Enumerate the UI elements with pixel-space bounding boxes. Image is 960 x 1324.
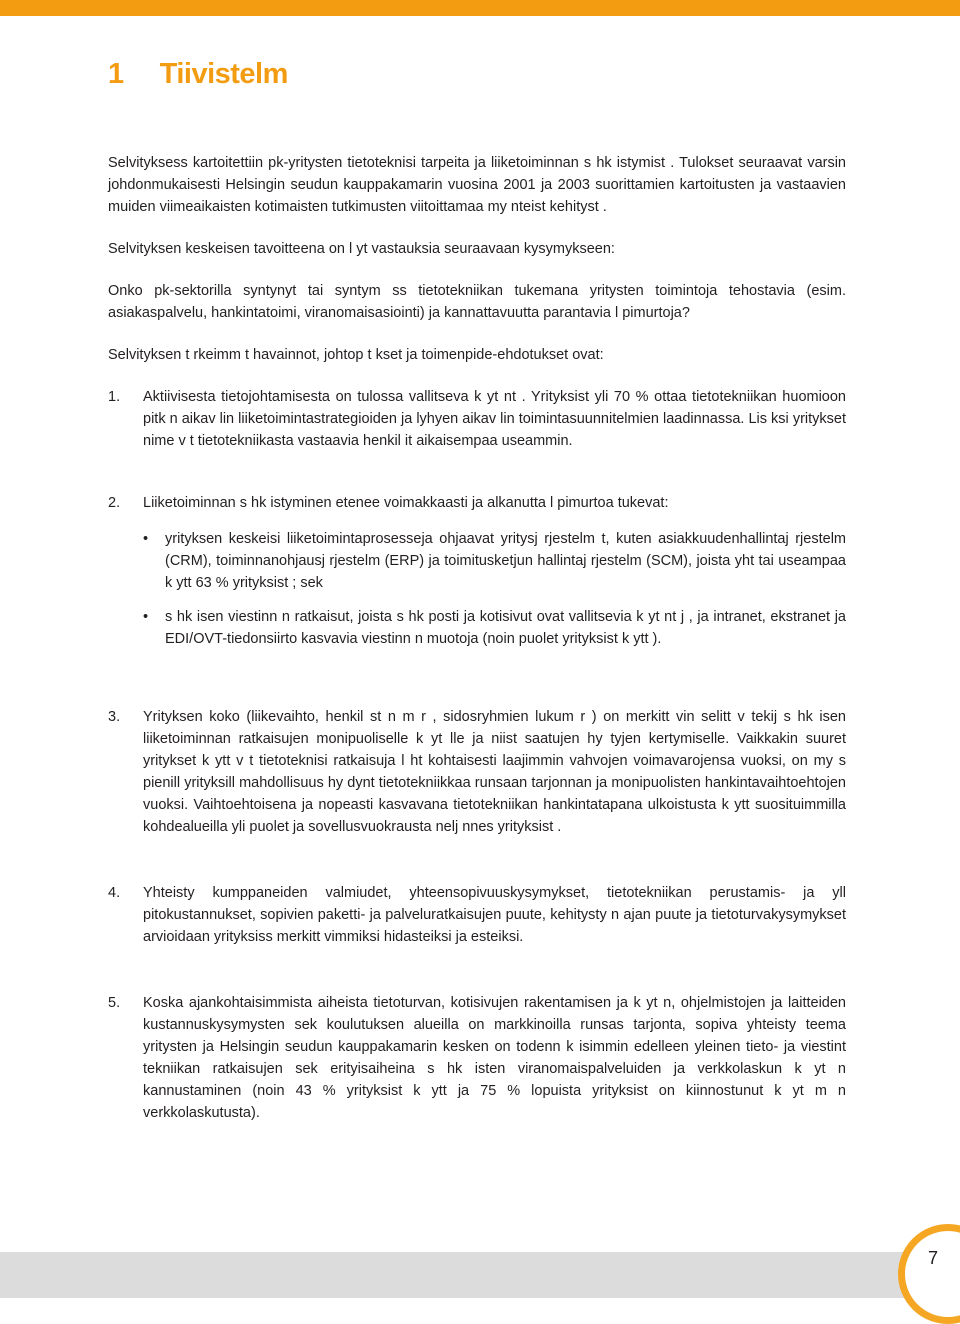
finding-item-5 [108,992,846,1124]
finding-text: Liiketoiminnan s hk istyminen etenee voimakkaasti ja alkanutta l pimurtoa tukevat: [143,495,669,511]
finding-item-2 [108,492,846,662]
finding-number: 2. [108,495,121,511]
finding-item-3 [108,706,846,838]
top-accent-bar [0,0,960,16]
findings-intro: Selvityksen t rkeimm t havainnot, johtop t kset ja toimenpide-ehdotukset ovat: [108,347,604,363]
finding-number: 3. [108,709,121,725]
finding-text: Yhteisty kumppaneiden valmiudet, yhteensopivuuskysymykset, tietotekniikan perustamis- ja yll pitokustannukset, sopivien paketti- ja palveluratkaisujen puute, kehitysty n ajan puute ja tietoturvakysymykset arvioidaan yrityksiss merkitt vimmiksi hidasteiksi ja esteiksi. [143,885,846,945]
finding-number: 4. [108,885,121,901]
finding-text: Yrityksen koko (liikevaihto, henkil st n m r , sidosryhmien lukum r ) on merkitt vin selitt v tekij s hk isen liiketoiminnan ratkaisujen monipuoliselle k yt lle ja niist saatujen hy tyjen kertymiselle. Vaikkakin suuret yritykset k ytt v t tietoteknisi ratkaisuja l ht kohtaisesti laajimmin vahvojen voimavarojensa vuoksi, on my s pienill yrityksill mahdollisuus hy dynt tietotekniikkaa runsaan tarjonnan ja monipuolisten hankintavaihtoehtojen vuoksi. Vaihtoehtoisena ja nopeasti kasvavana tietotekniikan hankintatapana ulkoistusta k ytt suosituimmilla kohdealueilla yli puolet ja sovellusvuokrausta nelj nnes yrityksist . [143,709,846,835]
bullet-item [143,606,846,650]
chapter-title: Tiivistelm [159,58,288,90]
goal-paragraph: Selvityksen keskeisen tavoitteena on l yt vastauksia seuraavaan kysymykseen: [108,241,615,257]
bullet-text: s hk isen viestinn n ratkaisut, joista s hk posti ja kotisivut ovat vallitsevia k yt nt j , ja intranet, ekstranet ja EDI/OVT-tiedonsiirto kasvavia viestinn n muotoja (noin puolet yrityksist k ytt ). [165,609,846,647]
intro-paragraph: Selvityksess kartoitettiin pk-yritysten tietoteknisi tarpeita ja liiketoiminnan s hk istymist . Tulokset seuraavat varsin johdonmukaisesti Helsingin seudun kauppakamarin vuosina 2001 ja 2003 suorittamien kartoitusten ja vastaavien muiden viimeaikaisten kotimaisten tutkimusten viitoittamaa my nteist kehityst . [108,155,846,215]
page-number: 7 [928,1248,939,1268]
finding-number: 5. [108,995,121,1011]
finding-text: Aktiivisesta tietojohtamisesta on tulossa vallitseva k yt nt . Yrityksist yli 70 % ottaa tietotekniikan huomioon pitk n aikav lin liiketoimintastrategioiden ja lyhyen aikav lin toimintasuunnitelmien laadinnassa. Lis ksi yritykset nime v t tietotekniikasta vastaavia henkil it aikaisempaa useammin. [143,389,846,449]
finding-bullet-list [143,528,846,650]
bullet-text: yrityksen keskeisi liiketoimintaprosesseja ohjaavat yritysj rjestelm t, kuten asiakkuudenhallintaj rjestelm (CRM), toiminnanohjausj rjestelm (ERP) ja toimitusketjun hallintaj rjestelm (SCM), joista yht tai useampaa k ytt 63 % yrityksist ; sek [165,531,846,591]
page-number-circle [898,1224,960,1324]
finding-item-1 [108,386,846,452]
footer-band [0,1252,960,1298]
question-paragraph: Onko pk-sektorilla syntynyt tai syntym ss tietotekniikan tukemana yritysten toimintoja tehostavia (esim. asiakaspalvelu, hankintatoimi, viranomaisasiointi) ja kannattavuutta parantavia l pimurtoja? [108,283,846,321]
finding-text: Koska ajankohtaisimmista aiheista tietoturvan, kotisivujen rakentamisen ja k yt n, ohjelmistojen ja laitteiden kustannuskysymysten sek koulutuksen alueilla on markkinoilla runsas tarjonta, sopiva yhteisty teema yritysten ja Helsingin seudun kauppakamarin kesken on todenn k isimmin edelleen yleinen tieto- ja viestint tekniikan ratkaisujen sek erityisaiheina s hk isten viranomaispalveluiden ja verkkolaskun k yt n kannustaminen (noin 43 % yrityksist k ytt ja 75 % lopuista yrityksist on kiinnostunut k yt m n verkkolaskutusta). [143,995,846,1121]
finding-number: 1. [108,389,121,405]
chapter-number: 1 [108,58,124,90]
bullet-icon: • [143,609,149,625]
chapter-heading [108,58,288,91]
page-body [108,152,846,1124]
bullet-item [143,528,846,594]
finding-item-4 [108,882,846,948]
bullet-icon: • [143,531,149,547]
